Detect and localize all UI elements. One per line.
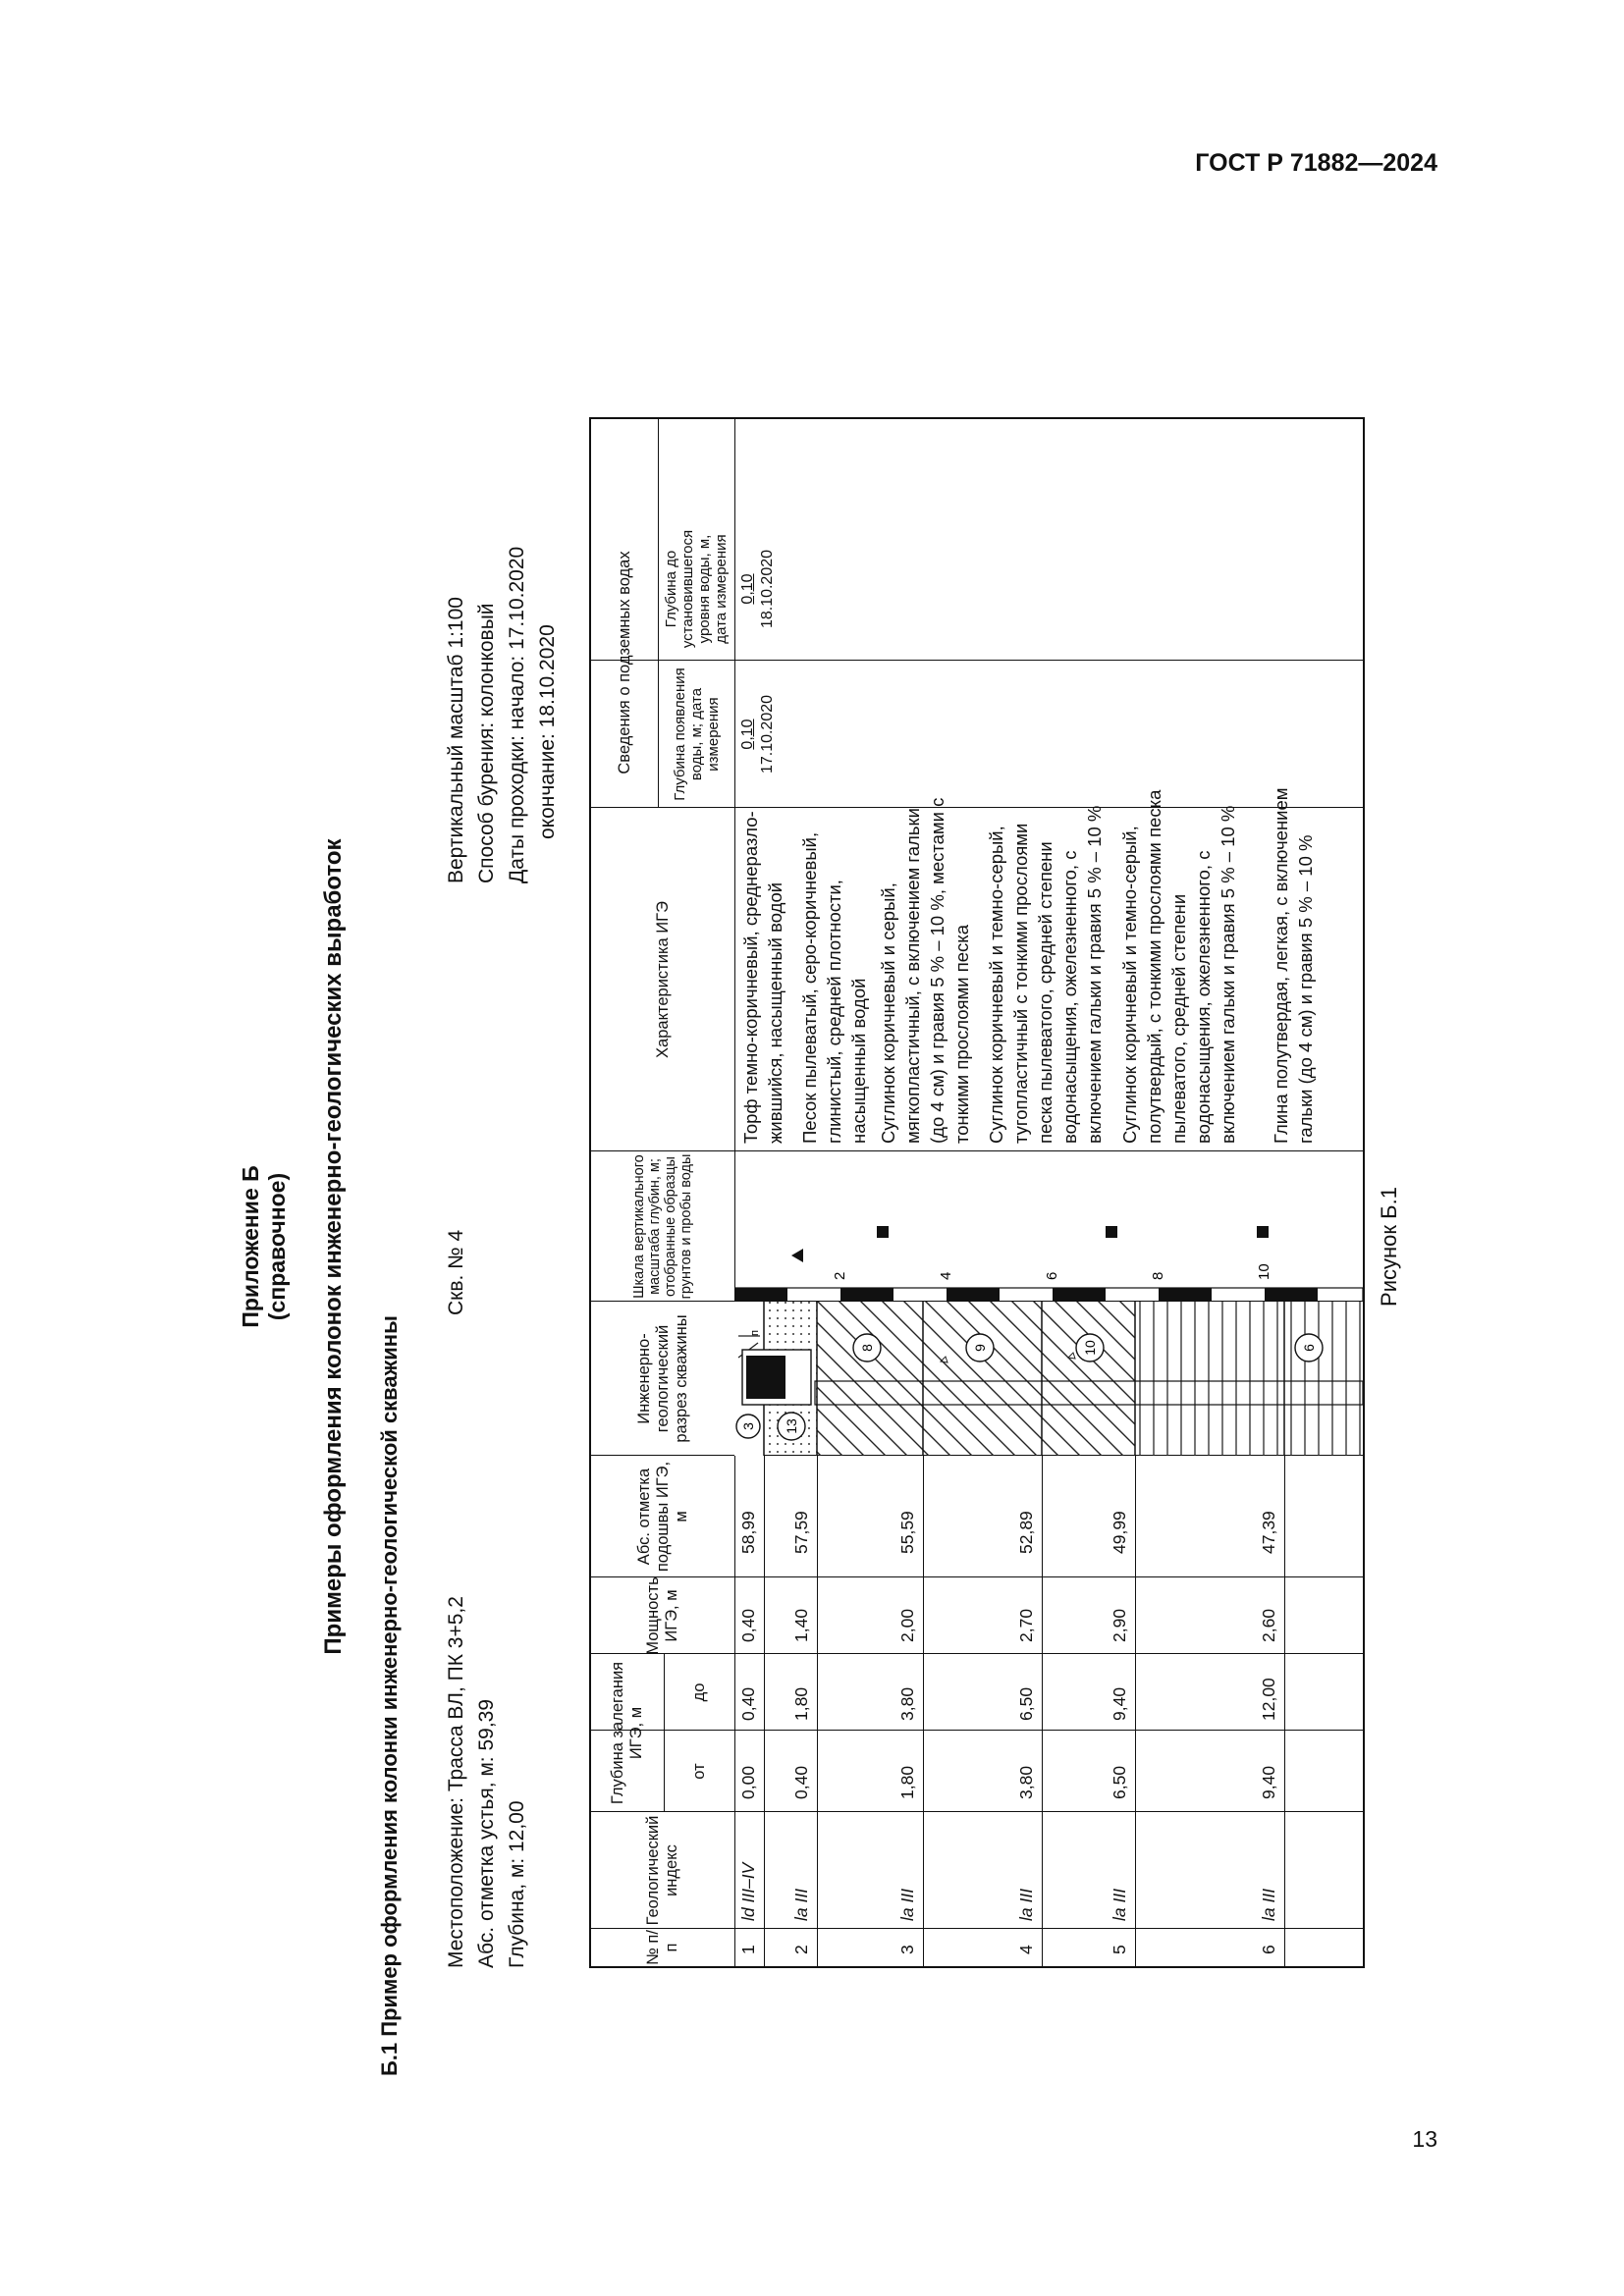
row-index: la III	[897, 1888, 917, 1921]
col-characteristic-header: Характеристика ИГЭ	[653, 901, 672, 1058]
ige-description: Песок пылеватый, серо-коричневый, глинистый, средней плотности, насыщенный водой	[799, 831, 869, 1144]
row-thickness: 1,40	[791, 1608, 811, 1642]
meta-dates-end: окончание: 18.10.2020	[536, 624, 559, 839]
ige-description: Суглинок коричневый и темно-серый, тугопластичный с тонкими прослоями песка пылеватого, средней степени водонасыщения, ожелезненного, с включением гальки и гравия 5 % – 10 %	[986, 805, 1105, 1144]
meta-well: Скв. № 4	[445, 1229, 467, 1315]
water-sample-marker	[791, 1249, 803, 1262]
layer-clay	[1135, 1302, 1363, 1456]
col-water-appear-header: Глубина появления воды, м; дата измерения	[671, 667, 722, 801]
page-number: 13	[1412, 2126, 1437, 2152]
col-depth-header: Глубина залегания ИГЭ, м	[609, 1661, 645, 1805]
row-from: 9,40	[1259, 1765, 1278, 1799]
row-to: 3,80	[897, 1686, 917, 1721]
meta-left	[441, 1596, 532, 1968]
water-appear-value: 0,10 17.10.2020	[739, 694, 776, 774]
meta-right	[441, 547, 563, 883]
scale-tick: 6	[1044, 1271, 1060, 1280]
col-from-header: от	[689, 1763, 708, 1780]
row-to: 12,00	[1259, 1678, 1278, 1721]
row-from: 1,80	[897, 1765, 917, 1799]
row-index: la III	[1259, 1888, 1278, 1921]
soil-sample-marker	[877, 1226, 889, 1238]
col-scale-header: Шкала вертикального масштаба глубин, м; отобранные образцы грунтов и пробы воды	[631, 1153, 694, 1300]
layer-loam-stiff	[923, 1302, 1042, 1456]
row-num: 4	[1016, 1945, 1036, 1954]
ige-description: Суглинок коричневый и темно-серый, полутвердый, с тонкими прослоями песка пылеватого, средней степени водонасыщения, ожелезненного, с включением гальки и гравия 5 % – 10 %	[1119, 789, 1238, 1144]
appendix-subtitle: (справочное)	[264, 1172, 290, 1321]
row-abs: 58,99	[738, 1511, 758, 1554]
col-water-header: Сведения о подземных водах	[615, 551, 633, 774]
row-num: 5	[1110, 1945, 1129, 1954]
col-section-header: Инженерно-геологический разрез скважины	[634, 1314, 690, 1443]
meta-location: Местоположение: Трасса ВЛ, ПК 3+5,2	[445, 1596, 467, 1968]
col-water-level-header: Глубина до установившегося уровня воды, м, дата измерения	[663, 529, 730, 649]
meta-method: Способ бурения: колонковый	[475, 603, 498, 883]
meta-depth: Глубина, м: 12,00	[506, 1800, 528, 1968]
scale-tick: 10	[1256, 1263, 1272, 1280]
ige-label: 3	[740, 1422, 756, 1430]
row-index: la III	[1016, 1888, 1036, 1921]
row-thickness: 2,70	[1016, 1608, 1036, 1642]
row-to: 6,50	[1016, 1686, 1036, 1721]
soil-sample-marker	[1257, 1226, 1269, 1238]
col-to-header: до	[689, 1682, 708, 1702]
row-num: 6	[1259, 1945, 1278, 1954]
row-num: 3	[897, 1945, 917, 1954]
water-level-value: 0,10 18.10.2020	[739, 549, 776, 629]
borehole-log-table	[589, 417, 1365, 1968]
row-num: 1	[738, 1945, 758, 1954]
figure-caption: Рисунок Б.1	[1377, 1187, 1401, 1307]
row-to: 9,40	[1110, 1686, 1129, 1721]
scale-tick: 4	[938, 1271, 954, 1280]
ige-label: 6	[1301, 1344, 1317, 1352]
row-num: 2	[791, 1945, 811, 1954]
ige-label: 9	[972, 1344, 988, 1352]
ige-description: Суглинок коричневый и серый, мягкопластичный, с включением гальки (до 4 см) и гравия 5 % – 10 %, местами с тонкими прослоями песка	[878, 797, 972, 1144]
col-index-header: Геологический индекс	[644, 1815, 680, 1926]
ige-label: 13	[784, 1418, 799, 1434]
row-from: 0,00	[738, 1765, 758, 1799]
row-abs: 52,89	[1016, 1511, 1036, 1554]
section-title: Б.1 Пример оформления колонки инженерно-геологической скважины	[377, 1315, 402, 2076]
row-index: la III	[791, 1888, 811, 1921]
row-abs: 49,99	[1110, 1511, 1129, 1554]
col-abs-header: Абс. отметка подошвы ИГЭ, м	[634, 1461, 690, 1573]
col-num-header: № п/п	[644, 1930, 680, 1965]
meta-scale: Вертикальный масштаб 1:100	[445, 597, 467, 883]
meta-dates-start: Даты проходки: начало: 17.10.2020	[506, 546, 528, 883]
row-abs: 57,59	[791, 1511, 811, 1554]
ige-label: 8	[859, 1344, 875, 1352]
rotated-sheet	[238, 417, 1401, 2076]
scale-tick: 8	[1150, 1271, 1166, 1280]
svg-text:п: п	[749, 1330, 761, 1336]
layer-loam-semihard	[1042, 1302, 1135, 1456]
row-abs: 47,39	[1259, 1511, 1278, 1554]
ige-description: Глина полутвердая, легкая, с включением гальки (до 4 см) и гравия 5 % – 10 %	[1271, 787, 1316, 1144]
row-thickness: 2,90	[1110, 1608, 1129, 1642]
depth-scale	[734, 1151, 1363, 1302]
meta-elevation: Абс. отметка устья, м: 59,39	[475, 1698, 498, 1968]
scale-tick: 2	[832, 1271, 848, 1280]
geological-section	[734, 1302, 1363, 1456]
col-thickness-header: Мощность ИГЭ, м	[644, 1576, 680, 1655]
standard-number: ГОСТ Р 71882—2024	[1195, 149, 1437, 177]
row-to: 0,40	[738, 1686, 758, 1721]
row-abs: 55,59	[897, 1511, 917, 1554]
ige-description: Торф темно-коричневый, среднеразло- жившийся, насыщенный водой	[740, 811, 785, 1144]
appendix-title: Приложение Б	[238, 1165, 263, 1328]
main-title: Примеры оформления колонок инженерно-геологических выработок	[320, 838, 347, 1655]
row-to: 1,80	[791, 1686, 811, 1721]
core-sample-block	[746, 1356, 785, 1399]
soil-sample-marker	[1106, 1226, 1117, 1238]
row-thickness: 2,60	[1259, 1608, 1278, 1642]
row-from: 6,50	[1110, 1765, 1129, 1799]
row-index: la III	[1110, 1888, 1129, 1921]
row-from: 3,80	[1016, 1765, 1036, 1799]
row-index: ld III–IV	[738, 1862, 758, 1921]
layer-loam-soft	[817, 1302, 923, 1456]
row-thickness: 0,40	[738, 1608, 758, 1642]
row-from: 0,40	[791, 1765, 811, 1799]
row-thickness: 2,00	[897, 1608, 917, 1642]
appendix-heading	[238, 417, 291, 2076]
ige-label: 10	[1082, 1340, 1098, 1356]
